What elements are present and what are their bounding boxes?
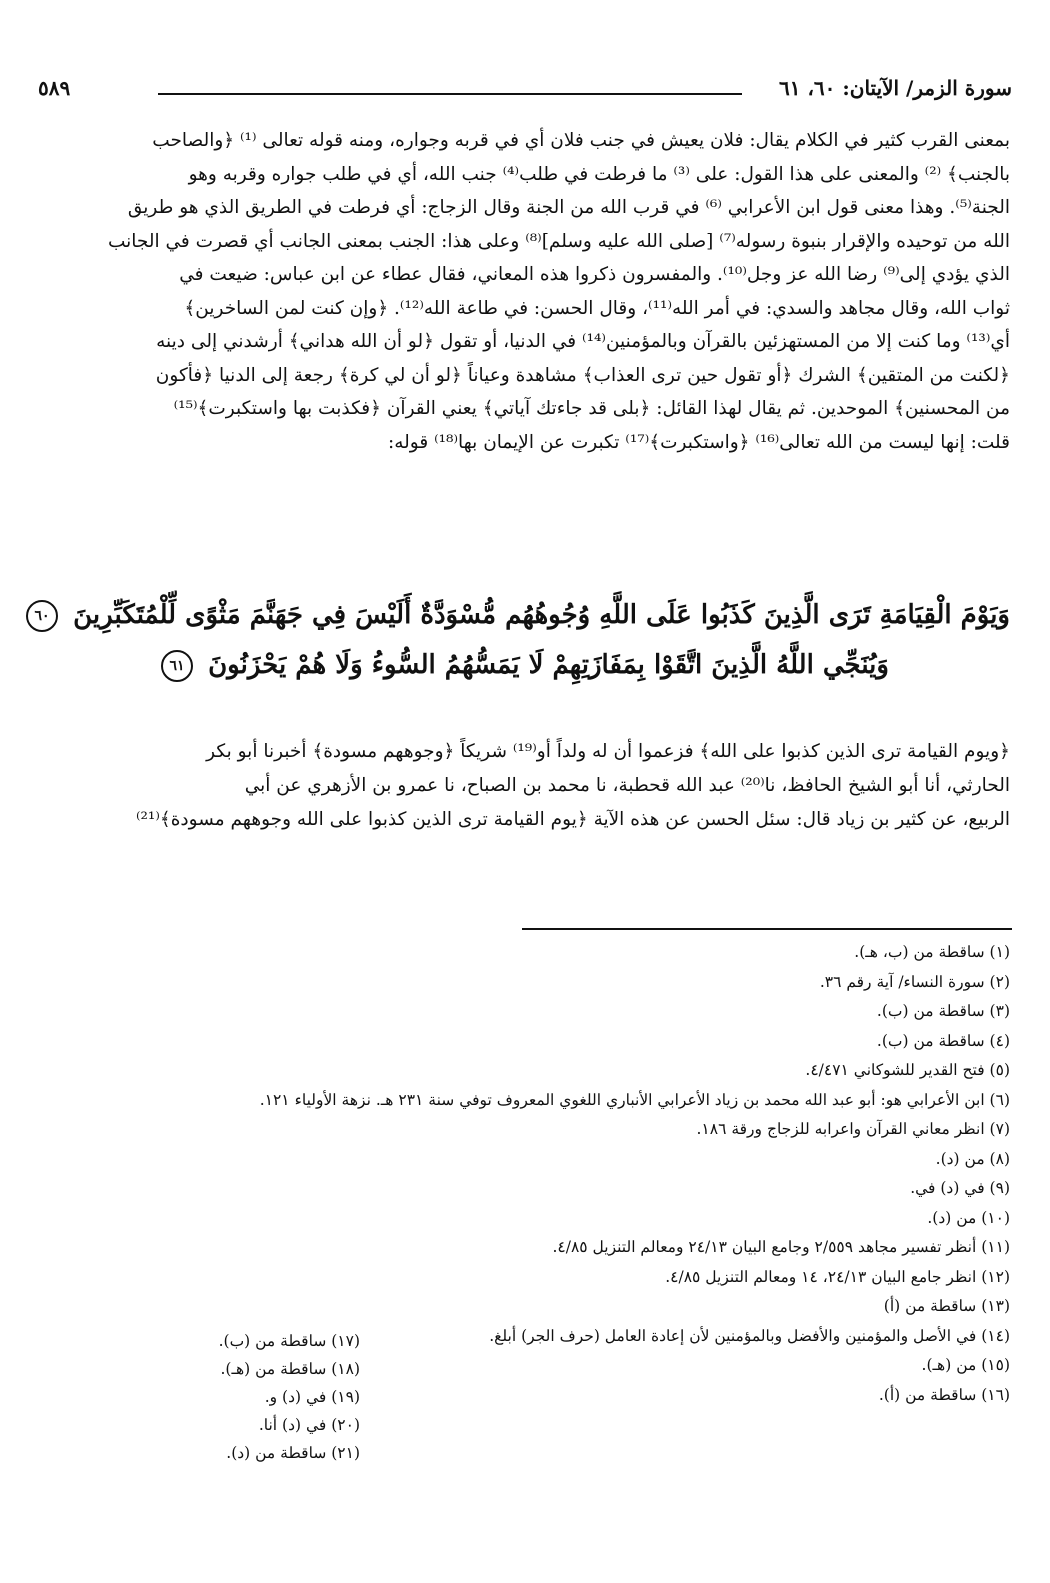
footnote: (١) ساقطة من (ب، هـ). bbox=[854, 943, 1010, 961]
footnote: (٢١) ساقطة من (د). bbox=[226, 1444, 360, 1462]
commentary-text bbox=[40, 124, 1010, 459]
footnote: (١١) أنظر تفسير مجاهد ٢/٥٥٩ وجامع البيان ٢٤/١٣ ومعالم التنزيل ٤/٨٥. bbox=[552, 1238, 1010, 1256]
text-line: أي⁽¹³⁾ وما كنت إلا من المستهزئين بالقرآن وبالمؤمنين⁽¹⁴⁾ في الدنيا، أو تقول ﴿لو أن الله هداني﴾ أرشدني إلى دينه bbox=[156, 331, 1010, 352]
footnote: (٥) فتح القدير للشوكاني ٤/٤٧١. bbox=[805, 1061, 1010, 1079]
tafsir-text bbox=[40, 735, 1010, 837]
verse-text: وَيَوْمَ الْقِيَامَةِ تَرَى الَّذِينَ كَذَبُوا عَلَى اللَّهِ وُجُوهُهُم مُّسْوَدَّةٌ أَلَيْسَ فِي جَهَنَّمَ مَثْوًى لِّلْمُتَكَبِّرِينَ bbox=[73, 600, 1010, 630]
text-line: بمعنى القرب كثير في الكلام يقال: فلان يعيش في جنب فلان أي في قربه وجواره، ومنه قوله تعالى ⁽¹⁾ ﴿والصاحب bbox=[152, 130, 1010, 151]
footnote: (٧) انظر معاني القرآن واعرابه للزجاج ورقة ١٨٦. bbox=[696, 1120, 1010, 1138]
footnote: (١٠) من (د). bbox=[927, 1208, 1010, 1227]
footnote: (٢) سورة النساء/ آية رقم ٣٦. bbox=[819, 972, 1010, 991]
quran-verses bbox=[34, 590, 1010, 690]
footnote: (٢٠) في (د) أنا. bbox=[258, 1416, 360, 1434]
footnote: (٣) ساقطة من (ب). bbox=[876, 1002, 1010, 1020]
footnote: (١٦) ساقطة من (أ). bbox=[878, 1385, 1010, 1404]
footnote: (١٣) ساقطة من (أ) bbox=[883, 1297, 1010, 1315]
footnote: (٨) من (د). bbox=[935, 1149, 1010, 1168]
footnote: (١٧) ساقطة من (ب). bbox=[218, 1332, 360, 1350]
running-title: سورة الزمر/ الآيتان: ٦٠، ٦١ bbox=[779, 76, 1012, 100]
footnote: (١٤) في الأصل والمؤمنين والأفضل وبالمؤمنين لأن إعادة العامل (حرف الجر) أبلغ. bbox=[489, 1326, 1010, 1345]
footnote: (١٨) ساقطة من (هـ). bbox=[220, 1360, 360, 1378]
text-line: الله من توحيده والإقرار بنبوة رسوله⁽⁷⁾ [صلى الله عليه وسلم]⁽⁸⁾ وعلى هذا: الجنب بمعنى الجانب أي قصرت في الجانب bbox=[107, 230, 1010, 252]
text-line: من المحسنين﴾ الموحدين. ثم يقال لهذا القائل: ﴿بلى قد جاءتك آياتي﴾ يعني القرآن ﴿فكذبت بها واستكبرت﴾⁽¹⁵⁾ bbox=[173, 398, 1010, 419]
footnote: (١٢) انظر جامع البيان ٢٤/١٣، ١٤ ومعالم التنزيل ٤/٨٥. bbox=[665, 1267, 1010, 1286]
footnote-separator bbox=[522, 928, 1012, 930]
text-line: بالجنب﴾ ⁽²⁾ والمعنى على هذا القول: على ⁽³⁾ ما فرطت في طلب⁽⁴⁾ جنب الله، أي في طلب جواره وقربه وهو bbox=[188, 163, 1010, 185]
text-line: الربيع، عن كثير بن زياد قال: سئل الحسن عن هذه الآية ﴿يوم القيامة ترى الذين كذبوا على الله وجوههم مسودة﴾⁽²¹⁾ bbox=[135, 809, 1010, 830]
page-header bbox=[38, 76, 1012, 110]
text-line: ﴿ويوم القيامة ترى الذين كذبوا على الله﴾ فزعموا أن له ولداً أو⁽¹⁹⁾ شريكاً ﴿وجوههم مسودة﴾ أخبرنا أبو بكر bbox=[206, 741, 1010, 762]
footnote: (٦) ابن الأعرابي هو: أبو عبد الله محمد بن زياد الأعرابي الأنباري اللغوي المعروف توفي سنة ٢٣١ هـ. نزهة الأولياء ١٢١. bbox=[259, 1090, 1010, 1109]
footnote: (١٩) في (د) و. bbox=[264, 1388, 360, 1406]
text-line: قلت: إنها ليست من الله تعالى⁽¹⁶⁾ ﴿واستكبرت﴾⁽¹⁷⁾ تكبرت عن الإيمان بها⁽¹⁸⁾ قوله: bbox=[388, 431, 1010, 453]
verse-61 bbox=[40, 640, 1010, 690]
verse-number-marker: ٦٠ bbox=[26, 600, 58, 632]
text-line: ﴿لكنت من المتقين﴾ الشرك ﴿أو تقول حين ترى العذاب﴾ مشاهدة وعياناً ﴿لو أن لي كرة﴾ رجعة إلى الدنيا ﴿فأكون bbox=[155, 364, 1010, 386]
page-number: ٥٨٩ bbox=[38, 76, 71, 100]
text-line: الجنة⁽⁵⁾. وهذا معنى قول ابن الأعرابي ⁽⁶⁾ في قرب الله من الجنة وقال الزجاج: أي فرطت في الطريق الذي هو طريق bbox=[127, 197, 1010, 218]
footnote: (٩) في (د) في. bbox=[910, 1179, 1010, 1197]
verse-number-marker: ٦١ bbox=[161, 650, 193, 682]
verse-text: وَيُنَجِّي اللَّهُ الَّذِينَ اتَّقَوْا بِمَفَازَتِهِمْ لَا يَمَسُّهُمُ السُّوءُ وَلَا هُمْ يَحْزَنُونَ bbox=[208, 650, 889, 680]
text-line: الحارثي، أنا أبو الشيخ الحافظ، نا⁽²⁰⁾ عبد الله قحطبة، نا محمد بن الصباح، نا عمرو بن الأزهري عن أبي bbox=[244, 775, 1010, 796]
footnote: (٤) ساقطة من (ب). bbox=[876, 1031, 1010, 1050]
text-line: الذي يؤدي إلى⁽⁹⁾ رضا الله عز وجل⁽¹⁰⁾. والمفسرون ذكروا هذه المعاني، فقال عطاء عن ابن عباس: ضيعت في bbox=[179, 264, 1010, 285]
verse-60 bbox=[34, 590, 1010, 640]
text-line: ثواب الله، وقال مجاهد والسدي: في أمر الله⁽¹¹⁾، وقال الحسن: في طاعة الله⁽¹²⁾. ﴿وإن كنت لمن الساخرين﴾ bbox=[184, 297, 1010, 319]
footnote: (١٥) من (هـ). bbox=[921, 1356, 1010, 1374]
header-rule bbox=[158, 93, 742, 95]
footnotes-second-column bbox=[40, 1327, 360, 1467]
